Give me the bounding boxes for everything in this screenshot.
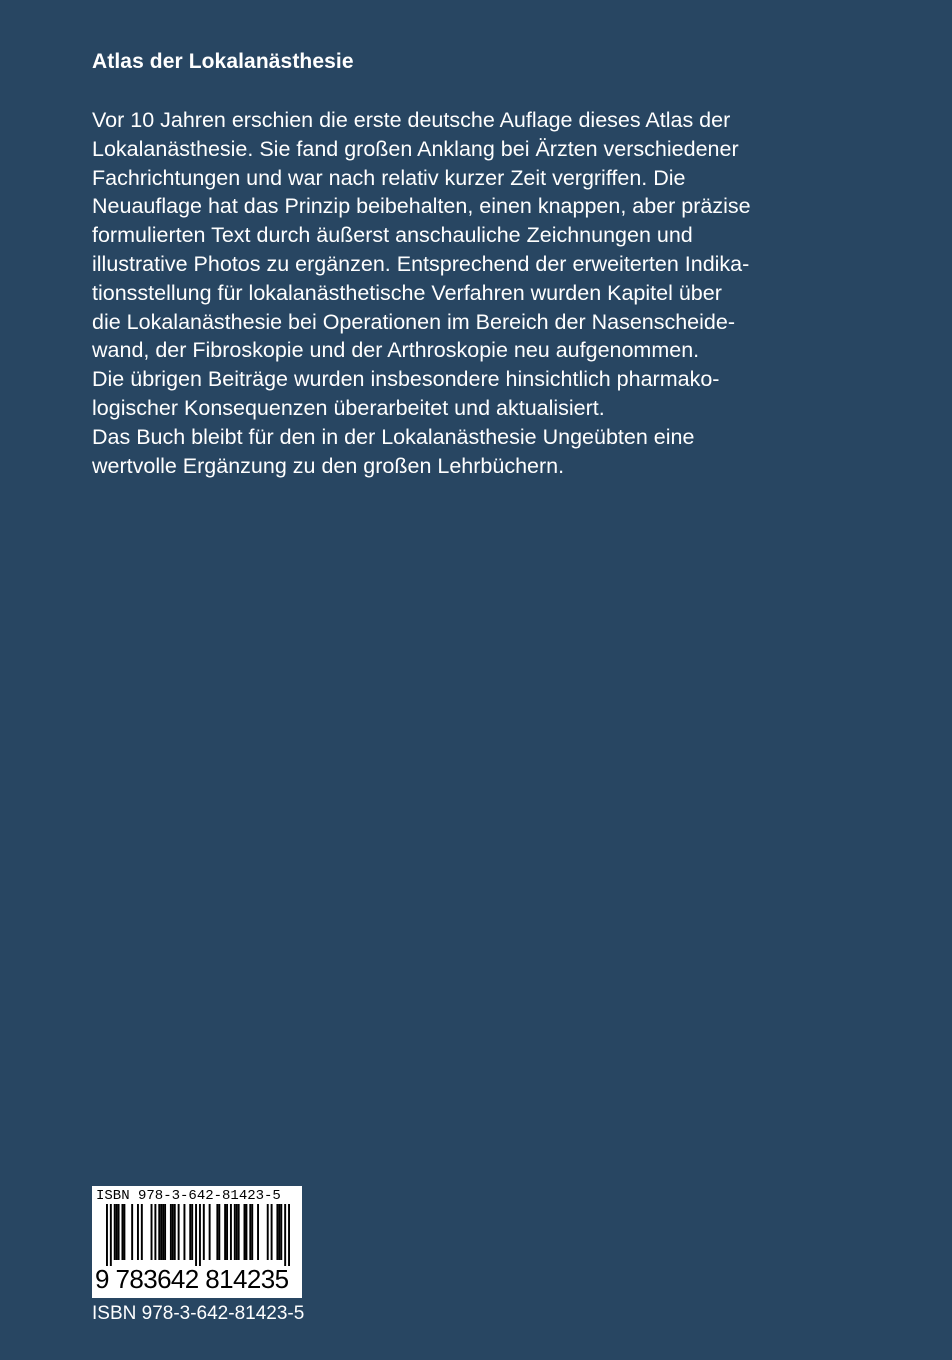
- barcode-bar: [178, 1204, 180, 1260]
- barcode-bar: [151, 1204, 153, 1260]
- blurb-line: Die übrigen Beiträge wurden insbesondere hinsichtlich pharmako-: [92, 367, 720, 392]
- barcode-bar: [216, 1204, 218, 1260]
- isbn-number: ISBN 978-3-642-81423-5: [92, 1303, 305, 1324]
- barcode-bar: [137, 1204, 139, 1260]
- blurb-line: illustrative Photos zu ergänzen. Entsprechend der erweiterten Indika-: [92, 251, 750, 276]
- barcode-bar: [226, 1204, 228, 1260]
- barcode-bar: [284, 1204, 286, 1266]
- blurb-line: Fachrichtungen und war nach relativ kurzer Zeit vergriffen. Die: [92, 165, 686, 190]
- barcode-bar: [280, 1204, 282, 1260]
- blurb-line: logischer Konsequenzen überarbeitet und aktualisiert.: [92, 395, 605, 420]
- barcode-bar: [172, 1204, 174, 1260]
- barcode-bar: [131, 1204, 133, 1260]
- barcode-bar: [251, 1204, 253, 1260]
- barcode-bar: [244, 1204, 246, 1260]
- barcode-bar: [249, 1204, 251, 1260]
- barcode-bar: [189, 1204, 191, 1260]
- barcode-bar: [276, 1204, 278, 1260]
- isbn-barcode: [92, 1186, 302, 1298]
- blurb-line: die Lokalanästhesie bei Operationen im Bereich der Nasenscheide-: [92, 309, 735, 334]
- barcode-bar: [230, 1204, 232, 1260]
- barcode-bar: [278, 1204, 280, 1260]
- barcode-bar: [238, 1204, 240, 1260]
- blurb-line: formulierten Text durch äußerst anschauliche Zeichnungen und: [92, 223, 693, 248]
- barcode-bar: [116, 1204, 118, 1260]
- barcode-bar: [121, 1204, 123, 1260]
- barcode-bar: [224, 1204, 226, 1260]
- blurb-line: Lokalanästhesie. Sie fand großen Anklang bei Ärzten verschiedener: [92, 136, 739, 161]
- barcode-isbn-label: ISBN 978-3-642-81423-5: [96, 1188, 281, 1204]
- barcode-bar: [158, 1204, 160, 1260]
- barcode-bar: [174, 1204, 176, 1260]
- barcode-bar: [245, 1204, 247, 1260]
- barcode-bar: [236, 1204, 238, 1260]
- blurb-text: [92, 106, 832, 480]
- barcode-bar: [183, 1204, 185, 1260]
- barcode-bar: [203, 1204, 205, 1260]
- barcode-bar: [114, 1204, 116, 1260]
- barcode-bar: [199, 1204, 201, 1266]
- barcode-bar: [170, 1204, 172, 1260]
- barcode-bar: [271, 1204, 273, 1260]
- book-title: Atlas der Lokalanästhesie: [92, 50, 354, 73]
- barcode-bar: [267, 1204, 269, 1260]
- barcode-bar: [106, 1204, 108, 1266]
- barcode-bar: [154, 1204, 156, 1260]
- barcode-bar: [209, 1204, 211, 1260]
- barcode-bars: [106, 1204, 290, 1266]
- blurb-line: tionsstellung für lokalanästhetische Verfahren wurden Kapitel über: [92, 280, 722, 305]
- blurb-line: Vor 10 Jahren erschien die erste deutsche Auflage dieses Atlas der: [92, 108, 731, 132]
- barcode-bar: [191, 1204, 193, 1260]
- blurb-line: wertvolle Ergänzung zu den großen Lehrbüchern.: [92, 453, 565, 478]
- barcode-bar: [218, 1204, 220, 1260]
- barcode-bar: [195, 1204, 197, 1266]
- blurb-line: Das Buch bleibt für den in der Lokalanästhesie Ungeübten eine: [92, 424, 695, 449]
- barcode-bar: [234, 1204, 236, 1260]
- barcode-bar: [110, 1204, 112, 1266]
- barcode-bar: [118, 1204, 120, 1260]
- barcode-digits: 9 783642 814235: [95, 1264, 289, 1294]
- barcode-bar: [288, 1204, 290, 1266]
- blurb-line: wand, der Fibroskopie und der Arthroskopie neu aufgenommen.: [92, 338, 700, 363]
- barcode-bar: [257, 1204, 259, 1260]
- barcode-bar: [141, 1204, 143, 1260]
- barcode-bar: [160, 1204, 162, 1260]
- blurb-line: Neuauflage hat das Prinzip beibehalten, einen knappen, aber präzise: [92, 194, 751, 219]
- barcode-bar: [164, 1204, 166, 1260]
- barcode-bar: [162, 1204, 164, 1260]
- barcode-bar: [123, 1204, 125, 1260]
